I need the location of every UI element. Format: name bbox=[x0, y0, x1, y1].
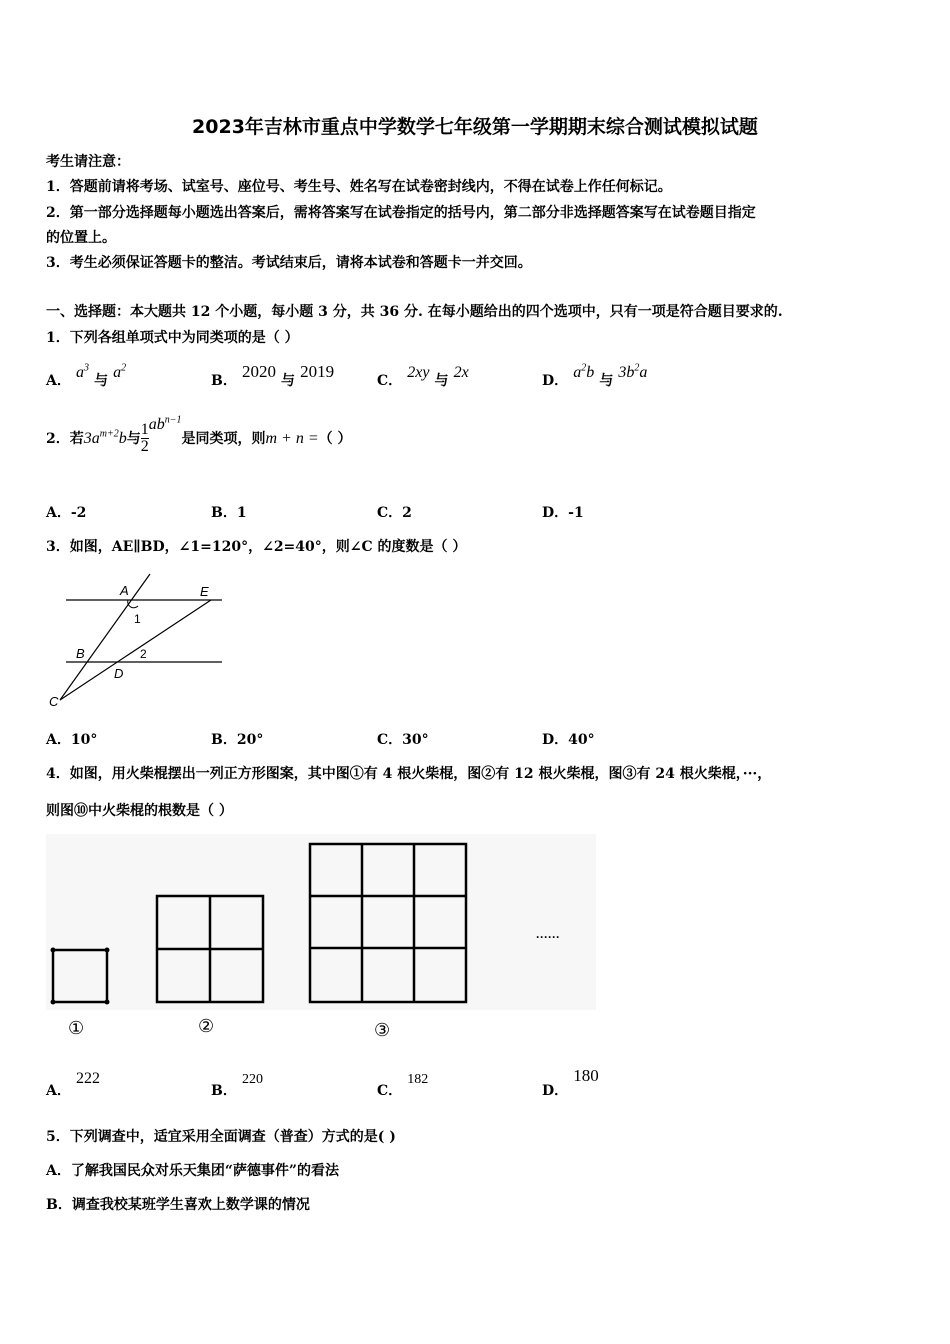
q2-tail: （ ） bbox=[318, 431, 352, 447]
connector: 与 bbox=[599, 373, 614, 389]
option-label: A． bbox=[46, 1083, 71, 1099]
q2-stem bbox=[46, 414, 352, 455]
connector: 与 bbox=[281, 373, 296, 389]
notice-item: 1．答题前请将考场、试室号、座位号、考生号、姓名写在试卷密封线内，不得在试卷上作任何标记。 bbox=[46, 179, 672, 195]
pattern-label-1: ① bbox=[68, 1018, 85, 1038]
page-title: 2023年吉林市重点中学数学七年级第一学期期末综合测试模拟试题 bbox=[192, 116, 758, 138]
q5-option-b[interactable]: B．调查我校某班学生喜欢上数学课的情况 bbox=[46, 1197, 310, 1213]
q4-option-c[interactable] bbox=[377, 1068, 429, 1099]
q1-option-d[interactable] bbox=[542, 362, 648, 389]
q3-stem: 3．如图，AE∥BD，∠1=120°，∠2=40°，则∠C 的度数是（ ） bbox=[46, 539, 467, 555]
figure-background bbox=[46, 834, 596, 1010]
fraction: $\frac{1}{2}$ bbox=[140, 421, 149, 455]
q4-figure bbox=[46, 834, 596, 1044]
q1-option-b[interactable] bbox=[211, 362, 335, 389]
q4-option-d[interactable] bbox=[542, 1066, 599, 1099]
option-value: 182 bbox=[407, 1072, 429, 1087]
q1-stem: 1．下列各组单项式中为同类项的是（ ） bbox=[46, 330, 299, 346]
q3-option-d[interactable]: D．40° bbox=[542, 732, 595, 748]
option-label: D． bbox=[542, 373, 569, 389]
q2-option-d[interactable]: D．-1 bbox=[542, 505, 584, 521]
q4-stem-line1: 4．如图，用火柴棍摆出一列正方形图案，其中图①有 4 根火柴棍，图②有 12 根火柴棍，图③有 24 根火柴棍，···， bbox=[46, 766, 772, 782]
notice-item: 的位置上。 bbox=[46, 230, 116, 246]
notice-heading: 考生请注意： bbox=[46, 154, 130, 170]
expression: m + n = bbox=[265, 430, 319, 447]
q5-stem: 5．下列调查中，适宜采用全面调查（普查）方式的是( ) bbox=[46, 1129, 396, 1145]
term: $a^3$ bbox=[75, 362, 89, 381]
pattern-label-2: ② bbox=[198, 1016, 215, 1036]
q2-prefix: 2．若 bbox=[46, 431, 84, 447]
notice-item: 3．考生必须保证答题卡的整洁。考试结束后，请将本试卷和答题卡一并交回。 bbox=[46, 255, 532, 271]
option-value: 222 bbox=[75, 1070, 100, 1087]
option-label: B． bbox=[211, 1083, 237, 1099]
option-label: B． bbox=[211, 373, 237, 389]
q2-option-b[interactable]: B．1 bbox=[211, 505, 247, 521]
q4-option-b[interactable] bbox=[211, 1068, 263, 1099]
label-e: E bbox=[200, 584, 209, 599]
option-label: C． bbox=[377, 373, 403, 389]
ellipsis: ······ bbox=[536, 930, 560, 944]
term: 2x bbox=[453, 364, 469, 381]
term: $a^2$ bbox=[113, 362, 127, 381]
label-2: 2 bbox=[140, 647, 147, 661]
label-b: B bbox=[76, 646, 85, 661]
term: 2xy bbox=[407, 364, 430, 381]
label-1: 1 bbox=[134, 612, 141, 626]
term: $3b^2a$ bbox=[618, 362, 648, 381]
q1-option-a[interactable] bbox=[46, 362, 127, 389]
q2-option-a[interactable]: A．-2 bbox=[46, 505, 87, 521]
notice-item: 2．第一部分选择题每小题选出答案后，需将答案写在试卷指定的括号内，第二部分非选择题答案写在试卷题目指定 bbox=[46, 205, 756, 221]
term: 2019 bbox=[300, 362, 335, 381]
line-ca bbox=[60, 574, 150, 700]
term: $ab^{n-1}$ bbox=[148, 414, 182, 433]
term: $3a^{m+2}b$ bbox=[83, 428, 127, 447]
q4-stem-line2: 则图⑩中火柴棍的根数是（ ） bbox=[46, 803, 233, 819]
section-heading: 一、选择题：本大题共 12 个小题，每小题 3 分，共 36 分. 在每小题给出的四个选项中，只有一项是符合题目要求的. bbox=[46, 304, 783, 320]
option-value: 220 bbox=[241, 1072, 263, 1087]
q2-option-c[interactable]: C．2 bbox=[377, 505, 412, 521]
label-a: A bbox=[120, 583, 129, 598]
option-label: A． bbox=[46, 373, 71, 389]
q3-option-c[interactable]: C．30° bbox=[377, 732, 429, 748]
connector: 与 bbox=[126, 431, 141, 447]
q2-suffix: 是同类项，则 bbox=[181, 431, 266, 447]
option-value: 180 bbox=[573, 1066, 599, 1085]
connector: 与 bbox=[434, 373, 449, 389]
q3-option-a[interactable]: A．10° bbox=[46, 732, 98, 748]
connector: 与 bbox=[94, 373, 109, 389]
option-label: D． bbox=[542, 1083, 569, 1099]
label-d: D bbox=[114, 666, 124, 681]
q3-option-b[interactable]: B．20° bbox=[211, 732, 264, 748]
label-c: C bbox=[49, 694, 59, 709]
q3-figure bbox=[46, 568, 236, 716]
term: 2020 bbox=[241, 362, 276, 381]
q4-option-a[interactable] bbox=[46, 1068, 100, 1099]
q1-option-c[interactable] bbox=[377, 362, 469, 389]
option-label: C． bbox=[377, 1083, 403, 1099]
pattern-label-3: ③ bbox=[374, 1020, 391, 1040]
term: $a^2b$ bbox=[573, 362, 595, 381]
q5-option-a[interactable]: A．了解我国民众对乐天集团“萨德事件”的看法 bbox=[46, 1163, 339, 1179]
